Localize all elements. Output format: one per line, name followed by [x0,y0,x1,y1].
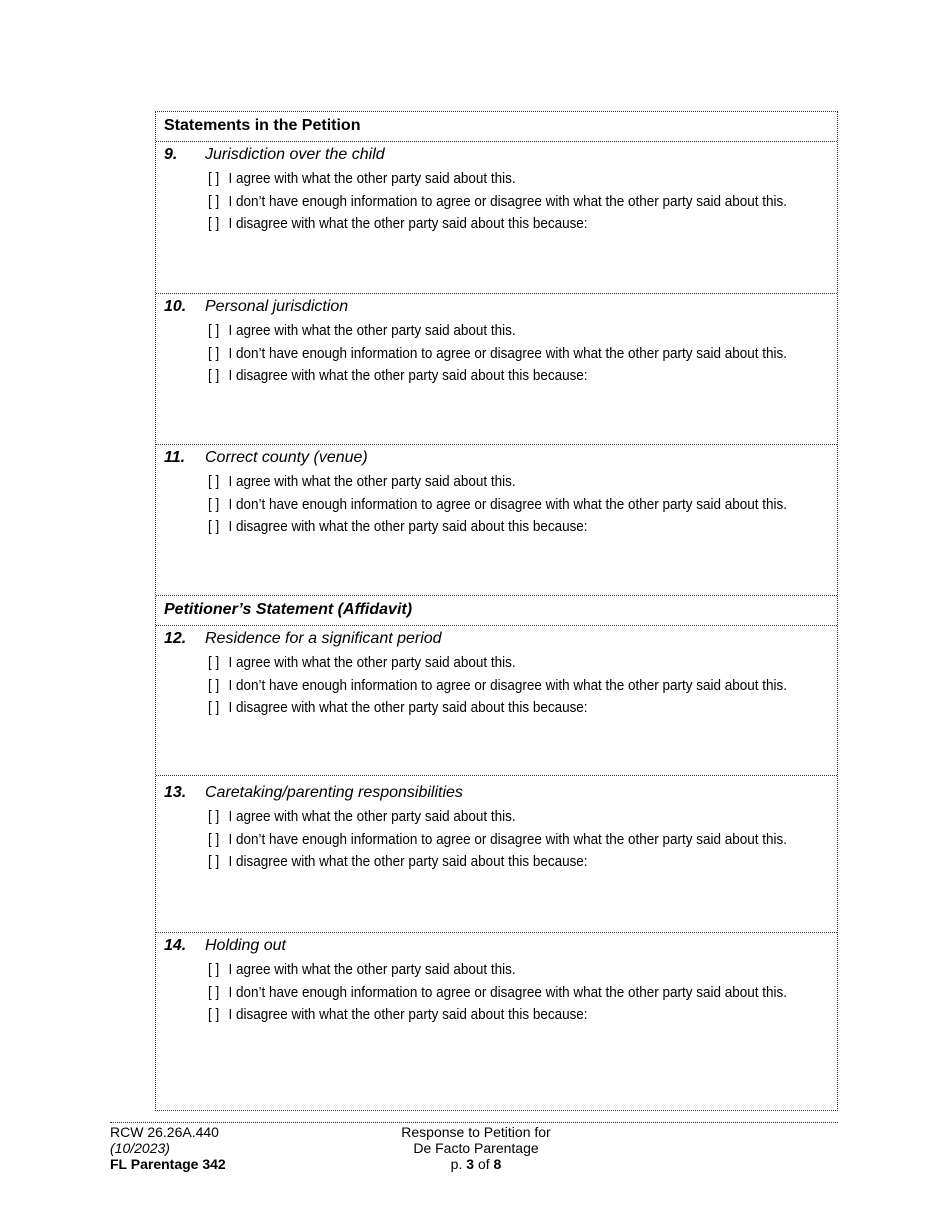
option-label: I don’t have enough information to agree or disagree with what the other party said about this. [228,984,787,1001]
option-label: I agree with what the other party said about this. [228,962,516,978]
checkbox[interactable]: [ ] [208,519,220,536]
checkbox[interactable]: [ ] [208,193,220,210]
item-title: Residence for a significant period [205,630,442,647]
footer-document-info [366,1124,586,1172]
option-not-enough-info [208,982,793,1005]
option-agree [208,806,793,829]
option-label: I agree with what the other party said about this. [228,171,516,187]
option-not-enough-info [208,494,793,517]
footer-form-id: FL Parentage 342 [110,1156,226,1172]
item-title: Holding out [205,937,286,954]
checkbox[interactable]: [ ] [208,962,220,978]
item-title: Correct county (venue) [205,449,368,466]
option-label: I agree with what the other party said about this. [228,809,516,825]
option-agree [208,320,793,343]
item-number: 13. [164,784,187,801]
item-title: Caretaking/parenting responsibilities [205,784,463,801]
item-title: Jurisdiction over the child [205,146,385,163]
option-agree [208,471,793,494]
option-disagree [208,213,793,236]
item-row-14 [156,933,837,1110]
item-row-13 [156,776,837,933]
checkbox[interactable]: [ ] [208,216,220,233]
option-label: I don’t have enough information to agree or disagree with what the other party said about this. [228,677,787,694]
checkbox[interactable]: [ ] [208,700,220,717]
option-label: I disagree with what the other party said about this because: [228,1007,588,1024]
option-not-enough-info [208,343,793,366]
checkbox[interactable]: [ ] [208,984,220,1001]
option-not-enough-info [208,829,793,852]
checkbox[interactable]: [ ] [208,1007,220,1024]
current-page: 3 [466,1156,475,1172]
option-agree [208,652,793,675]
footer-doc-title-line-1: Response to Petition for [401,1124,551,1140]
item-title: Personal jurisdiction [205,298,349,315]
checkbox[interactable]: [ ] [208,831,220,848]
checkbox[interactable]: [ ] [208,345,220,362]
checkbox[interactable]: [ ] [208,496,220,513]
option-label: I don’t have enough information to agree or disagree with what the other party said about this. [228,831,787,848]
option-label: I disagree with what the other party said about this because: [228,368,588,385]
footer-rcw: RCW 26.26A.440 [110,1124,219,1140]
item-row-9 [156,142,837,294]
footer-date: (10/2023) [110,1140,170,1156]
option-label: I agree with what the other party said about this. [228,655,516,671]
option-disagree [208,1004,793,1027]
option-label: I agree with what the other party said about this. [228,474,516,490]
total-pages: 8 [493,1156,502,1172]
option-label: I agree with what the other party said about this. [228,323,516,339]
item-number: 9. [164,146,178,163]
checkbox[interactable]: [ ] [208,474,220,490]
page-number: p. 3 of 8 [450,1156,502,1172]
option-agree [208,959,793,982]
response-form [155,111,838,1111]
item-row-10 [156,294,837,445]
option-label: I don’t have enough information to agree or disagree with what the other party said about this. [228,193,787,210]
section-header-statements: Statements in the Petition [156,112,837,142]
checkbox[interactable]: [ ] [208,323,220,339]
option-disagree [208,365,793,388]
option-not-enough-info [208,675,793,698]
footer-form-info [110,1124,226,1172]
option-not-enough-info [208,191,793,214]
option-label: I disagree with what the other party said about this because: [228,519,588,536]
option-disagree [208,697,793,720]
checkbox[interactable]: [ ] [208,854,220,871]
footer-doc-title-line-2: De Facto Parentage [413,1140,539,1156]
option-label: I disagree with what the other party said about this because: [228,854,588,871]
checkbox[interactable]: [ ] [208,655,220,671]
page-footer [110,1122,838,1172]
checkbox[interactable]: [ ] [208,809,220,825]
checkbox[interactable]: [ ] [208,368,220,385]
option-label: I disagree with what the other party said about this because: [228,700,588,717]
checkbox[interactable]: [ ] [208,171,220,187]
option-disagree [208,851,793,874]
item-number: 12. [164,630,187,647]
item-row-12 [156,626,837,776]
item-number: 14. [164,937,187,954]
section-header-affidavit: Petitioner’s Statement (Affidavit) [156,596,837,626]
option-label: I don’t have enough information to agree or disagree with what the other party said about this. [228,345,787,362]
item-number: 11. [164,449,186,466]
option-label: I don’t have enough information to agree or disagree with what the other party said about this. [228,496,787,513]
option-disagree [208,516,793,539]
checkbox[interactable]: [ ] [208,677,220,694]
option-agree [208,168,793,191]
item-number: 10. [164,298,187,315]
option-label: I disagree with what the other party said about this because: [228,216,588,233]
item-row-11 [156,445,837,596]
